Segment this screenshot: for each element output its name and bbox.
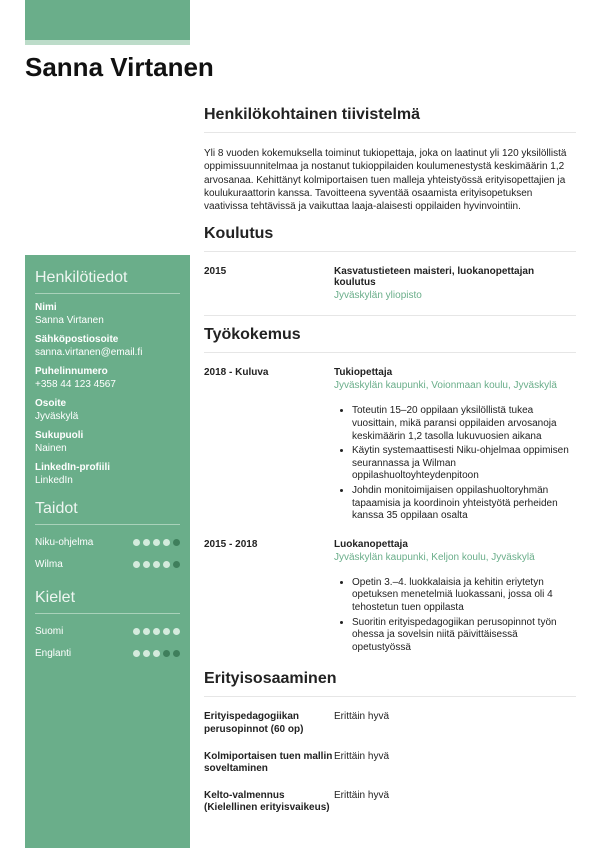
summary-text: Yli 8 vuoden kokemuksella toiminut tukiopettaja, joka on laatinut yli 120 yksilöllistä oppimissuunnitelmaa ja nostanut tukioppilaiden koulumenestystä keskimäärin 1,2 arvosanaa. Kehittänyt kolmiportaisen tuen malleja yhteistyössä erityisopettajien ja koulukuraattorin kanssa. Tavoitteena syventää osaamista erityisopetuksen vaativissa tehtävissä ja vaikuttaa laaja-alaisesti oppilaiden hyvinvointiin. — [204, 148, 567, 213]
sidebar-top-block — [25, 0, 190, 40]
specialties-heading: Erityisosaaminen — [204, 670, 576, 697]
skill-rating — [133, 539, 180, 546]
specialty-row — [204, 790, 576, 815]
language-row — [35, 642, 180, 664]
experience-employer: Jyväskylän kaupunki, Voionmaan koulu, Jyväskylä — [334, 380, 557, 392]
list-item: • Toteutin 15–20 oppilaan yksilöllistä tukea vuosittain, mikä paransi oppilaiden arvosanoja keskimäärin 1,2 tasolla lukuvuosien aikana — [352, 405, 576, 443]
specialty-name: Erityispedagogiikan perusopinnot (60 op) — [204, 711, 304, 735]
education-year: 2015 — [204, 266, 227, 278]
rating-dot-filled — [173, 628, 180, 635]
personal-info-label: Sukupuoli — [35, 430, 84, 441]
list-item: • Johdin monitoimijaisen oppilashuoltoryhmän tapaamisia ja koordinoin yhteistyötä perheiden kanssa 35 oppilaan osalta — [352, 485, 576, 523]
experience-heading: Työkokemus — [204, 326, 576, 353]
phone-value: +358 44 123 4567 — [35, 379, 116, 390]
rating-dot-filled — [133, 628, 140, 635]
rating-dot-filled — [153, 628, 160, 635]
skills-heading: Taidot — [35, 500, 180, 525]
personal-info-item — [35, 302, 180, 326]
rating-dot-empty — [173, 650, 180, 657]
personal-info-heading: Henkilötiedot — [35, 269, 180, 294]
rating-dot-filled — [163, 561, 170, 568]
rating-dot-filled — [163, 539, 170, 546]
education-heading: Koulutus — [204, 225, 576, 252]
personal-info-label: LinkedIn-profiili — [35, 462, 110, 473]
skill-row — [35, 531, 180, 553]
skill-name: Niku-ohjelma — [35, 536, 94, 548]
linkedin-link[interactable]: LinkedIn — [35, 475, 73, 486]
rating-dot-filled — [143, 650, 150, 657]
personal-info-item — [35, 462, 180, 486]
list-item: • Käytin systemaattisesti Niku-ohjelmaa oppimisen seurannassa ja Wilman oppilashuoltoyhteydenpitoon — [352, 445, 576, 483]
experience-entry — [204, 539, 576, 657]
language-rating — [133, 650, 180, 657]
experience-bullets — [334, 405, 576, 522]
rating-dot-empty — [163, 650, 170, 657]
rating-dot-filled — [143, 628, 150, 635]
sidebar-top-strip — [25, 40, 190, 45]
skill-name: Wilma — [35, 558, 63, 570]
experience-period: 2015 - 2018 — [204, 538, 258, 550]
personal-info-label: Osoite — [35, 398, 67, 409]
languages-heading: Kielet — [35, 589, 180, 614]
experience-employer: Jyväskylän kaupunki, Keljon koulu, Jyväskylä — [334, 551, 535, 563]
experience-period: 2018 - Kuluva — [204, 367, 269, 379]
personal-info-label: Sähköpostiosoite — [35, 334, 119, 345]
education-institution: Jyväskylän yliopisto — [334, 290, 422, 302]
education-entry — [204, 266, 576, 301]
personal-info-item — [35, 366, 180, 390]
candidate-name: Sanna Virtanen — [25, 52, 214, 82]
skill-rating — [133, 561, 180, 568]
rating-dot-filled — [153, 650, 160, 657]
personal-info-value: Sanna Virtanen — [35, 315, 104, 326]
experience-bullets — [334, 577, 576, 655]
specialty-level: Erittäin hyvä — [334, 789, 390, 801]
specialty-level: Erittäin hyvä — [334, 750, 390, 762]
language-row — [35, 620, 180, 642]
education-title: Kasvatustieteen maisteri, luokanopettajan koulutus — [334, 266, 535, 289]
experience-title: Tukiopettaja — [334, 367, 393, 379]
specialty-row — [204, 751, 576, 776]
language-name: Suomi — [35, 625, 64, 637]
personal-info-value: Nainen — [35, 443, 67, 454]
rating-dot-empty — [173, 539, 180, 546]
summary-heading: Henkilökohtainen tiivistelmä — [204, 106, 576, 133]
list-item: • Suoritin erityispedagogiikan perusopinnot työn ohessa ja sovelsin niitä päivittäisessä opetustyössä — [352, 617, 576, 655]
rating-dot-filled — [143, 539, 150, 546]
rating-dot-filled — [133, 561, 140, 568]
rating-dot-filled — [133, 650, 140, 657]
rating-dot-filled — [133, 539, 140, 546]
personal-info-list — [35, 302, 180, 486]
personal-info-label: Nimi — [35, 302, 57, 313]
skill-row — [35, 553, 180, 575]
rating-dot-filled — [143, 561, 150, 568]
language-rating — [133, 628, 180, 635]
rating-dot-filled — [153, 539, 160, 546]
specialty-name: Kolmiportaisen tuen mallin soveltaminen — [204, 750, 333, 775]
main-content — [204, 100, 576, 815]
specialty-level: Erittäin hyvä — [334, 711, 390, 723]
specialty-name: Kelto-valmennus (Kielellinen erityisvaikeus) — [204, 789, 330, 814]
personal-info-item — [35, 334, 180, 358]
personal-info-item — [35, 398, 180, 422]
experience-title: Luokanopettaja — [334, 538, 408, 550]
sidebar — [25, 255, 190, 848]
personal-info-item — [35, 430, 180, 454]
personal-info-label: Puhelinnumero — [35, 366, 108, 377]
rating-dot-filled — [163, 628, 170, 635]
specialty-row — [204, 711, 576, 736]
list-item: • Opetin 3.–4. luokkalaisia ja kehitin eriytetyn opetuksen menetelmiä luokassani, jossa oli 4 tehostetun tuen oppilasta — [352, 577, 576, 615]
rating-dot-filled — [153, 561, 160, 568]
experience-entry — [204, 367, 576, 524]
language-name: Englanti — [35, 647, 72, 659]
personal-info-value: Jyväskylä — [35, 411, 79, 422]
email-value[interactable]: sanna.virtanen@email.fi — [35, 347, 143, 358]
rating-dot-empty — [173, 561, 180, 568]
